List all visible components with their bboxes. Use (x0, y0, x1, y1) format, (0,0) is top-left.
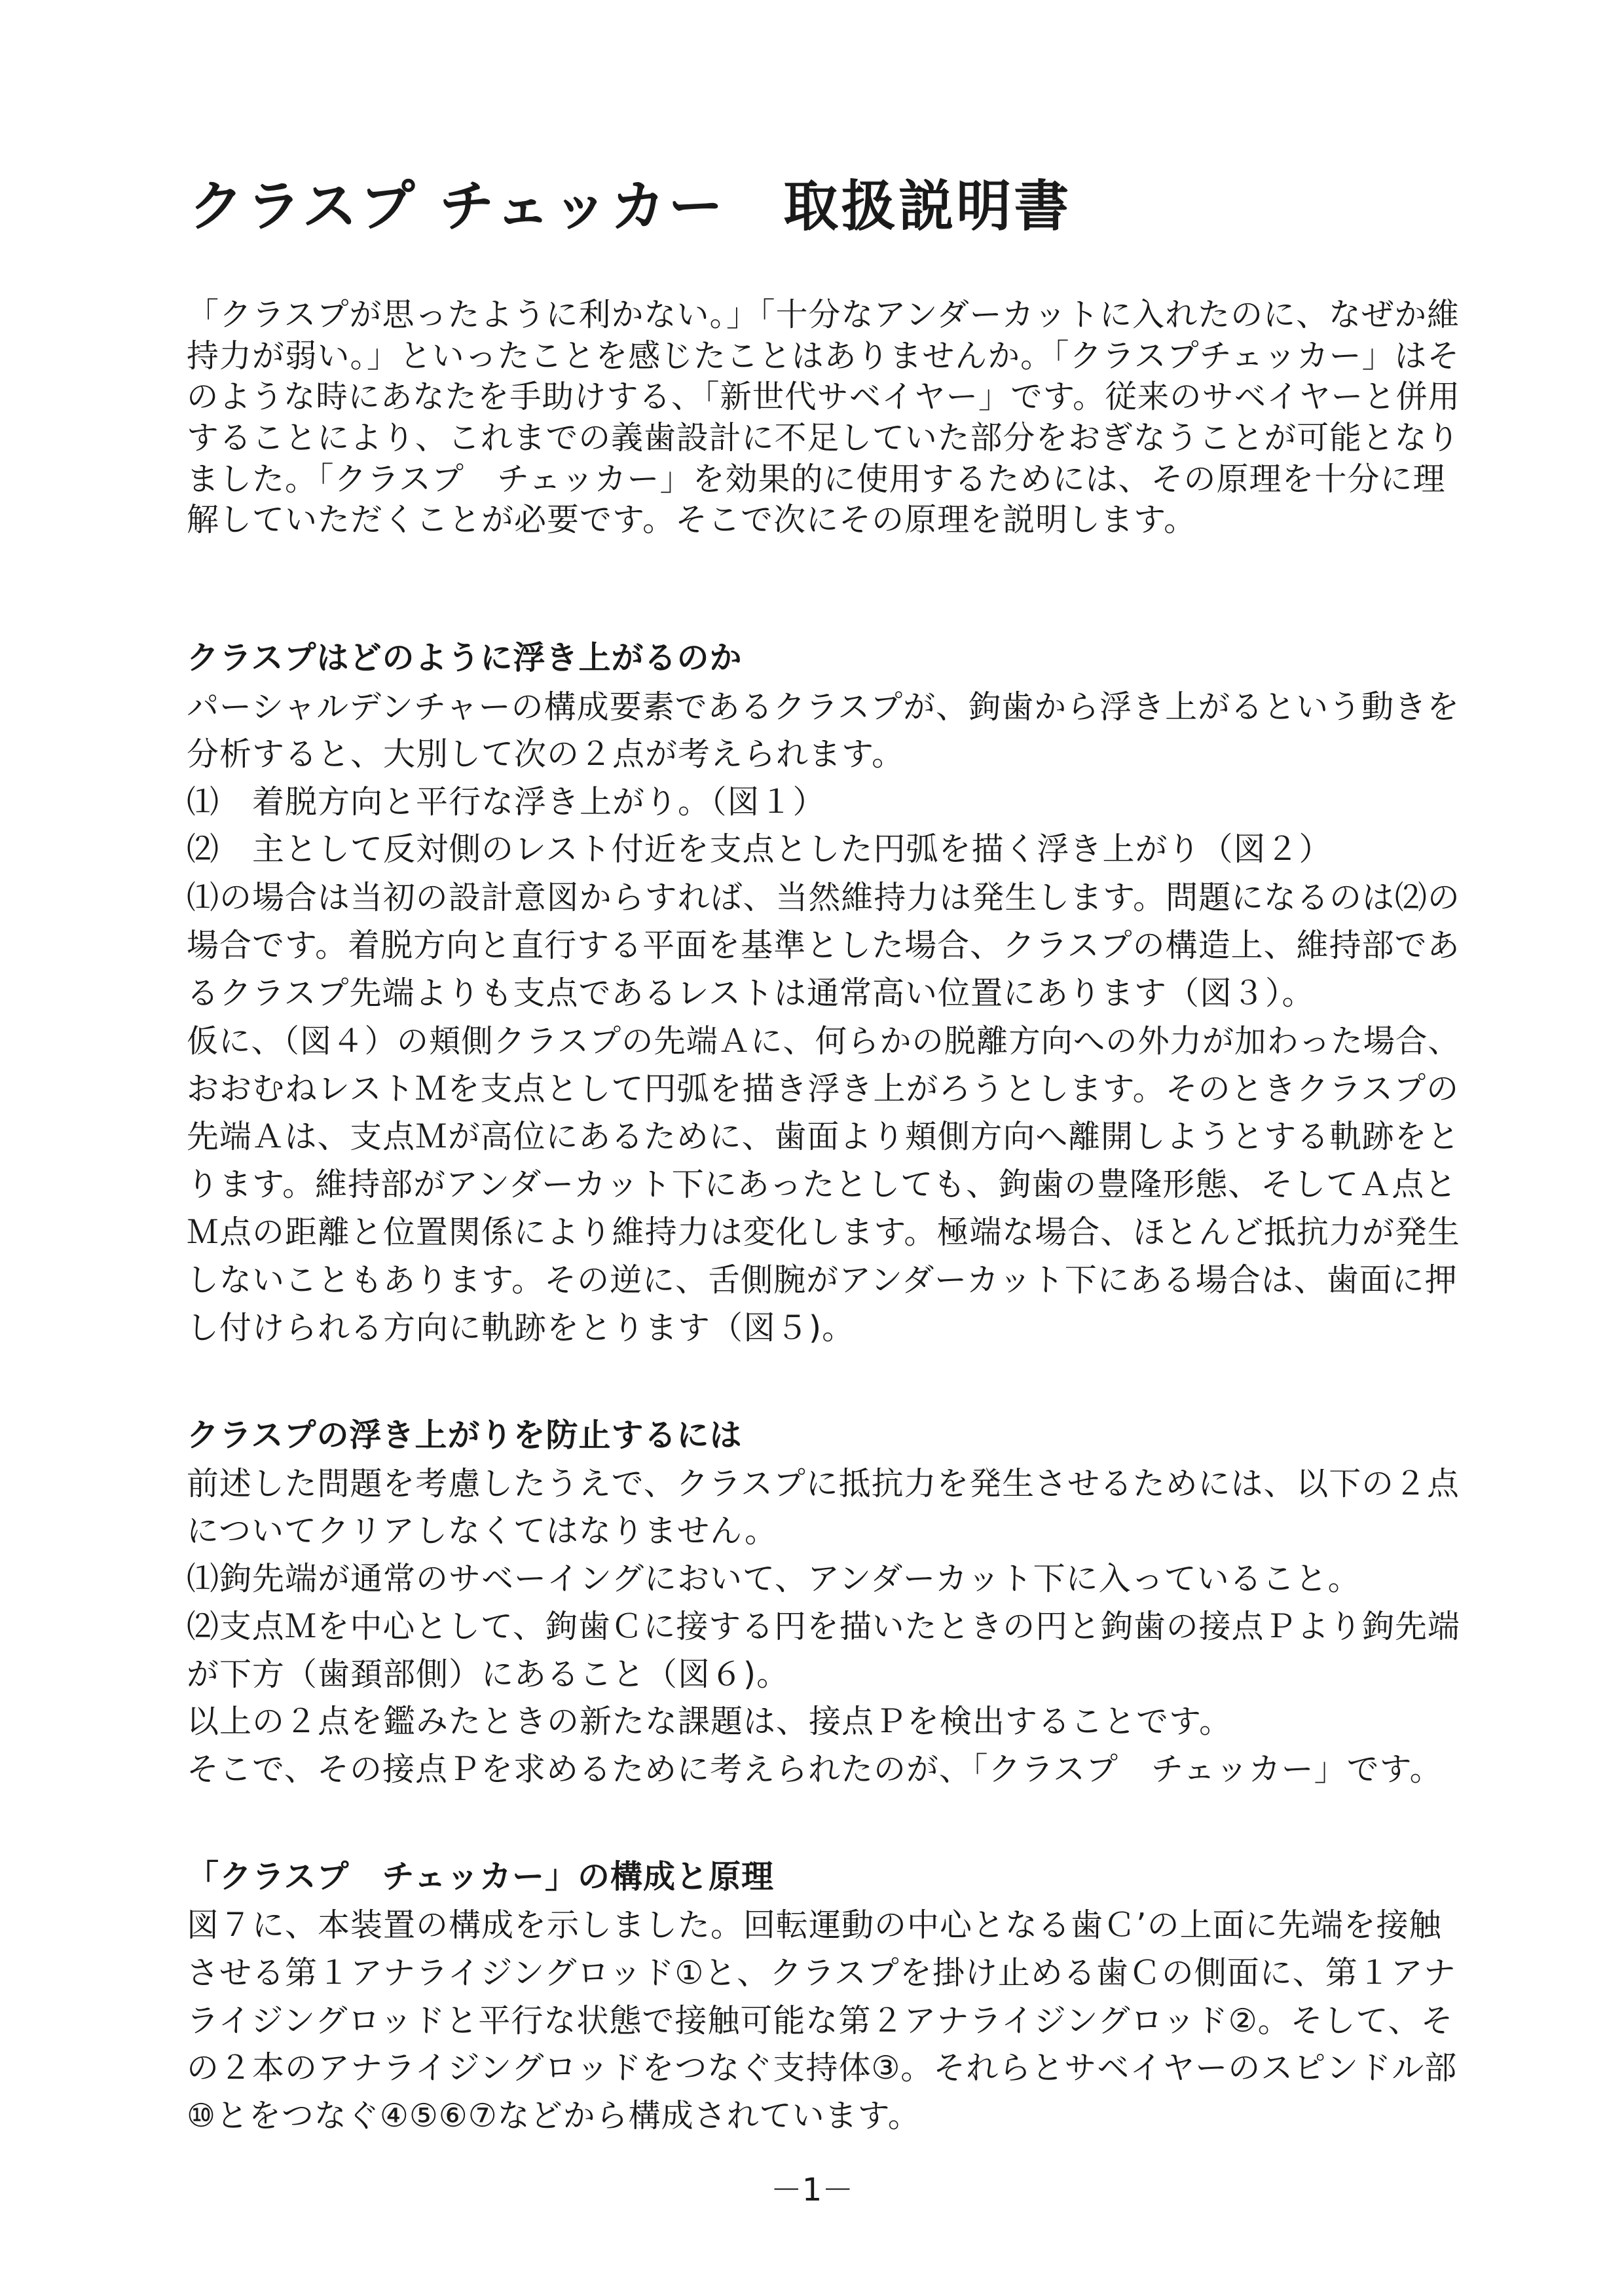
body-line: ります。維持部がアンダーカット下にあったとしても、鉤歯の豊隆形態、そしてＡ点と (187, 1166, 1458, 1203)
intro-line: 持力が弱い。」といったことを感じたことはありませんか。「クラスプチェッカー」はそ (187, 337, 1460, 375)
intro-line: ました。「クラスプ チェッカー」を効果的に使用するためには、その原理を十分に理 (187, 460, 1446, 498)
body-line: ⑴の場合は当初の設計意図からすれば、当然維持力は発生します。問題になるのは⑵の (187, 879, 1460, 916)
intro-line: のような時にあなたを手助けする、「新世代サベイヤー」です。従来のサベイヤーと併用 (187, 379, 1461, 415)
intro-line: 解していただくことが必要です。そこで次にその原理を説明します。 (187, 501, 1197, 538)
body-line: るクラスプ先端よりも支点であるレストは通常高い位置にあります（図３）。 (187, 975, 1315, 1012)
body-line: させる第１アナライジングロッド①と、クラスプを掛け止める歯Ｃの側面に、第１アナ (187, 1954, 1456, 1992)
body-line: についてクリアしなくてはなりません。 (187, 1512, 777, 1550)
body-line: しないこともあります。その逆に、舌側腕がアンダーカット下にある場合は、歯面に押 (187, 1261, 1458, 1299)
body-line: 仮に、（図４）の頬側クラスプの先端Ａに、何らかの脱離方向への外力が加わった場合、 (187, 1023, 1460, 1060)
intro-line: 「クラスプが思ったように利かない。」「十分なアンダーカットに入れたのに、なぜか維 (187, 296, 1460, 333)
page-title: クラスプ チェッカー 取扱説明書 (189, 174, 1072, 238)
body-line: ⑩とをつなぐ④⑤⑥⑦などから構成されています。 (187, 2097, 921, 2134)
body-line: 分析すると、大別して次の２点が考えられます。 (187, 735, 905, 773)
body-line: の２本のアナライジングロッドをつなぐ支持体③。それらとサベイヤーのスピンドル部 (187, 2049, 1458, 2087)
body-line: おおむねレストＭを支点として円弧を描き浮き上がろうとします。そのときクラスプの (187, 1070, 1460, 1107)
body-line: そこで、その接点Ｐを求めるために考えられたのが、「クラスプ チェッカー」です。 (187, 1751, 1443, 1788)
intro-line: することにより、これまでの義歯設計に不足していた部分をおぎなうことが可能となり (187, 419, 1460, 456)
section-heading: クラスプはどのように浮き上がるのか (187, 639, 743, 677)
section-heading: 「クラスプ チェッカー」の構成と原理 (187, 1858, 775, 1895)
body-line: 場合です。着脱方向と直行する平面を基準とした場合、クラスプの構造上、維持部であ (187, 927, 1460, 964)
body-line: Ｍ点の距離と位置関係により維持力は変化します。極端な場合、ほとんど抵抗力が発生 (187, 1214, 1460, 1251)
body-line: ライジングロッドと平行な状態で接触可能な第２アナライジングロッド②。そして、そ (187, 2002, 1454, 2039)
body-line: し付けられる方向に軌跡をとります（図５)。 (187, 1309, 855, 1347)
body-line: 先端Ａは、支点Ｍが高位にあるために、歯面より頬側方向へ離開しようとする軌跡をと (187, 1118, 1460, 1155)
body-line: 図７に、本装置の構成を示しました。回転運動の中心となる歯Ｃ’の上面に先端を接触 (187, 1906, 1442, 1944)
list-item: ⑴鉤先端が通常のサベーイングにおいて、アンダーカット下に入っていること。 (187, 1560, 1361, 1597)
list-item: ⑵ 主として反対側のレスト付近を支点とした円弧を描く浮き上がり（図２） (187, 830, 1332, 868)
list-item: ⑵支点Ｍを中心として、鉤歯Ｃに接する円を描いたときの円と鉤歯の接点Ｐより鉤先端 (187, 1608, 1460, 1645)
body-line: が下方（歯頚部側）にあること（図６)。 (187, 1656, 790, 1693)
body-line: 前述した問題を考慮したうえで、クラスプに抵抗力を発生させるためには、以下の２点 (187, 1465, 1460, 1502)
body-line: パーシャルデンチャーの構成要素であるクラスプが、鉤歯から浮き上がるという動きを (187, 688, 1460, 726)
list-item: ⑴ 着脱方向と平行な浮き上がり。（図１） (187, 783, 826, 821)
page-number: －1－ (770, 2172, 854, 2208)
section-heading: クラスプの浮き上がりを防止するには (187, 1417, 743, 1454)
body-line: 以上の２点を鑑みたときの新たな課題は、接点Ｐを検出することです。 (187, 1703, 1232, 1740)
